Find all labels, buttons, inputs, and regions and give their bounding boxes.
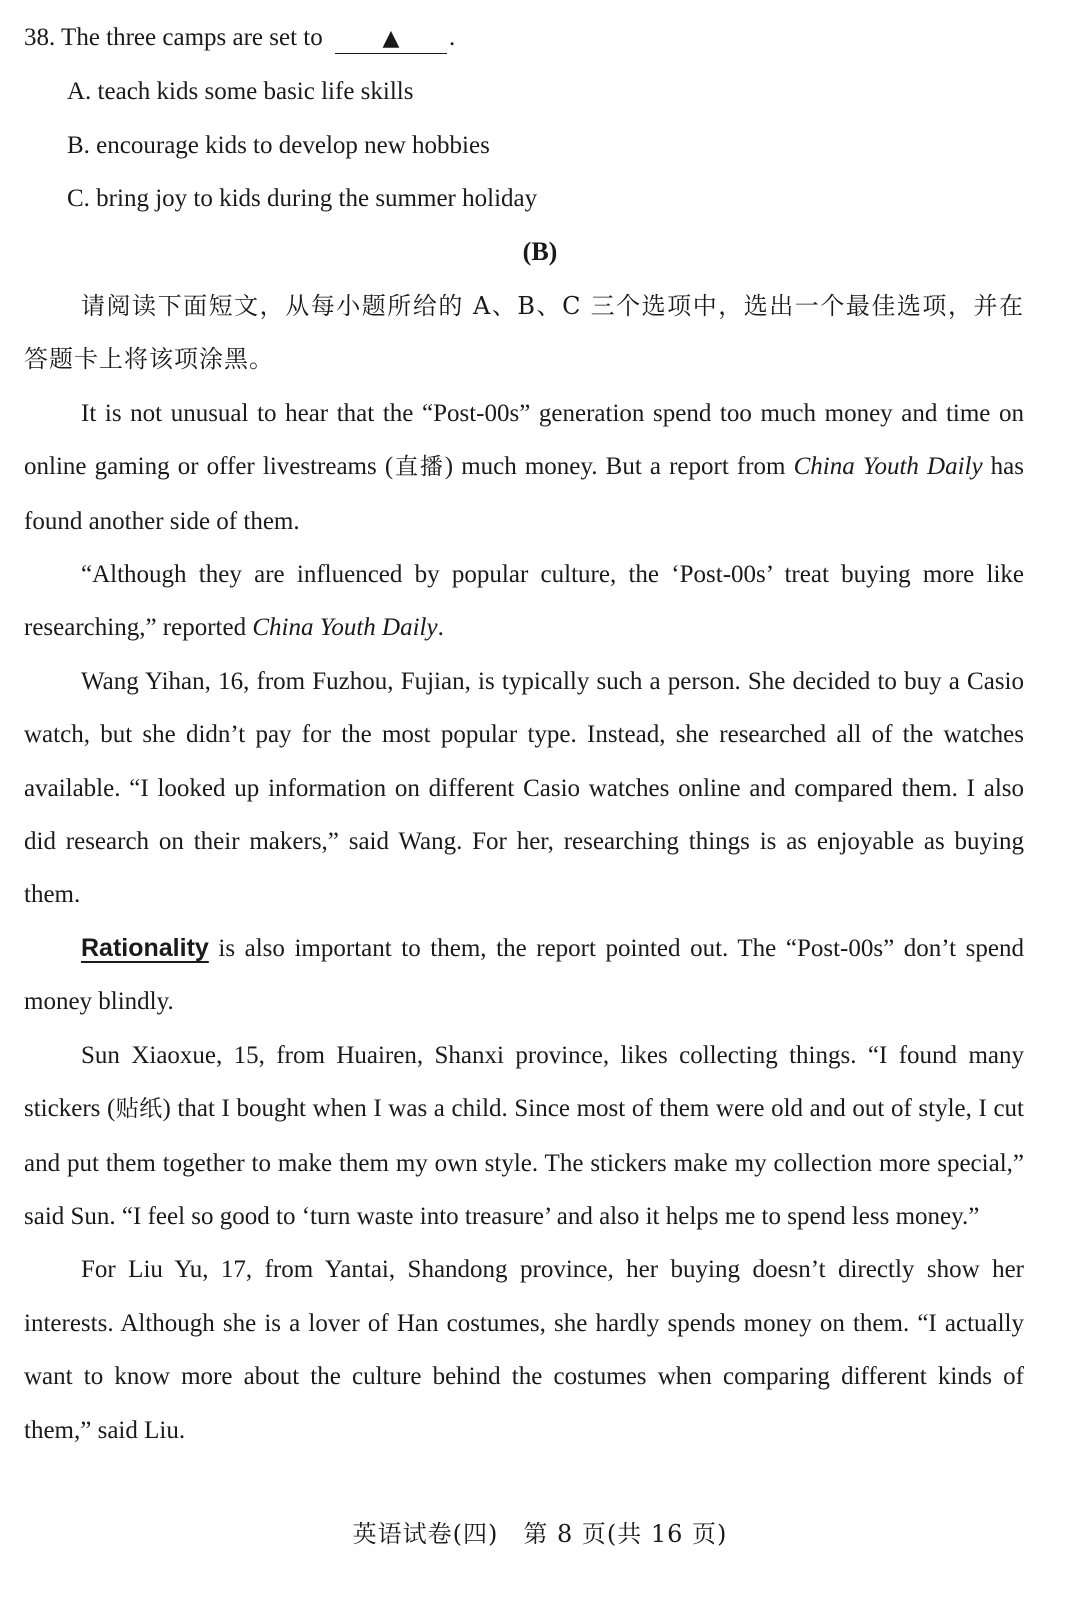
passage-paragraph-2 bbox=[24, 548, 1024, 655]
passage-paragraph-5 bbox=[24, 1029, 1024, 1244]
p2-text-a: “Although they are influenced by popular culture, the ‘Post-00s’ treat buying more like researching,” reported bbox=[24, 561, 1024, 642]
passage-paragraph-3: Wang Yihan, 16, from Fuzhou, Fujian, is typically such a person. She decided to buy a Casio watch, but she didn’t pay for the most popular type. Instead, she researched all of the watches available. “I looked up information on different Casio watches online and compared them. I also did research on their makers,” said Wang. For her, researching things is as enjoyable as buying them. bbox=[24, 667, 1024, 909]
p1-text-c: has found another side of them. bbox=[24, 453, 1025, 535]
question-stem-text: 38. The three camps are set to bbox=[24, 24, 323, 51]
stem-end-punct: . bbox=[448, 24, 456, 51]
p2-text-c: . bbox=[437, 614, 444, 642]
p1-gloss: 直播 bbox=[393, 454, 445, 481]
option-b: B. encourage kids to develop new hobbies bbox=[67, 132, 490, 159]
p1-source-title: China Youth Daily bbox=[793, 453, 983, 481]
p5-text-b: ) that I bought when I was a child. Since most of them were old and out of style, I cut and put them together to make them my own style. The stickers make my collection more special,” said Sun. “I feel so good to ‘turn waste into treasure’ and also it helps me to spend less money.” bbox=[24, 1095, 1025, 1230]
triangle-icon: ▲ bbox=[382, 26, 400, 51]
option-a: A. teach kids some basic life skills bbox=[67, 78, 414, 105]
p1-text-a: It is not unusual to hear that the “Post-00s” generation spend too much money and time on online gaming or offer livestreams ( bbox=[24, 399, 1024, 481]
option-c: C. bring joy to kids during the summer holiday bbox=[67, 185, 538, 212]
underlined-keyword: Rationality bbox=[81, 933, 209, 962]
instruction-text: 请阅读下面短文，从每小题所给的 A、B、C 三个选项中，选出一个最佳选项，并在答题卡上将该项涂黑。 bbox=[24, 292, 1024, 374]
passage-paragraph-4 bbox=[24, 922, 1024, 1029]
page-footer: 英语试卷(四) 第 8 页(共 16 页) bbox=[352, 1520, 728, 1548]
question-38-stem bbox=[24, 18, 455, 58]
p5-text-a: Sun Xiaoxue, 15, from Huairen, Shanxi province, likes collecting things. “I found many stickers ( bbox=[24, 1041, 1024, 1123]
p4-text: is also important to them, the report pointed out. The “Post-00s” don’t spend money blindly. bbox=[24, 934, 1024, 1016]
p1-text-b: ) much money. But a report from bbox=[444, 453, 794, 481]
section-heading: (B) bbox=[522, 237, 558, 266]
p2-source-title: China Youth Daily bbox=[252, 614, 438, 642]
passage-paragraph-1 bbox=[24, 387, 1024, 548]
answer-blank bbox=[335, 25, 447, 54]
p5-gloss: 贴纸 bbox=[115, 1096, 163, 1123]
reading-passage bbox=[24, 280, 1024, 1457]
passage-paragraph-6: For Liu Yu, 17, from Yantai, Shandong province, her buying doesn’t directly show her interests. Although she is a lover of Han costumes, she hardly spends money on them. “I actually want to know more about the culture behind the costumes when comparing different kinds of them,” said Liu. bbox=[24, 1256, 1024, 1444]
